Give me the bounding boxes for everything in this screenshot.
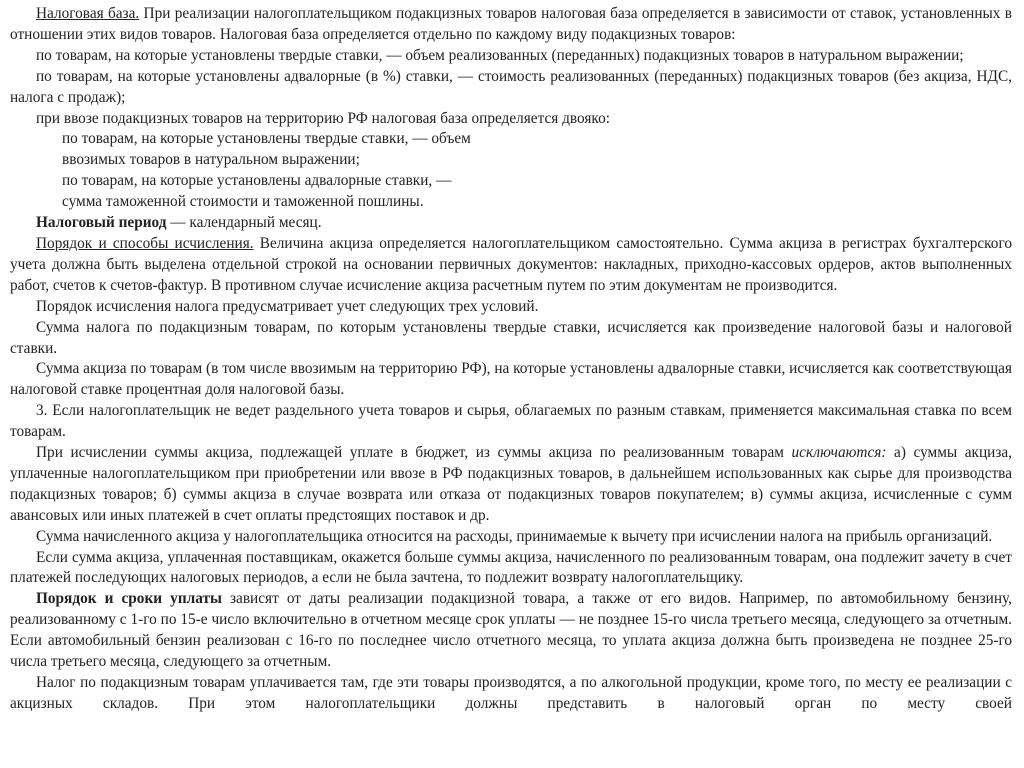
tax-period-text: — календарный месяц. [166, 214, 322, 232]
paragraph-import: при ввозе подакцизных товаров на территорию РФ налоговая база определяется двояко: [36, 109, 610, 127]
payment-terms-text: зависят от даты реализации подакцизной товара, а также от его видов. Например, по автомобильному бензину, реализованному с 1-го по 15-е число включительно в отчетном месяце срок уплаты — не позднее 15-го числа третьего месяца, следующего за отчетным. Если автомобильный бензин реализован с 16-го по последнее число отчетного месяца, то уплата акциза должна быть произведена не позднее 25-го числа третьего месяца, следующего за отчетным. [10, 590, 1012, 671]
paragraph-tax-base [10, 4, 1012, 46]
paragraph-expenses: Сумма начисленного акциза у налогоплательщика относится на расходы, принимаемые к вычету при исчислении налога на прибыль организаций. [36, 527, 993, 545]
deductions-text-pre: При исчислении суммы акциза, подлежащей уплате в бюджет, из суммы акциза по реализованным товарам [36, 444, 792, 462]
payment-terms-heading: Порядок и сроки уплаты [36, 590, 222, 608]
paragraph-three-conditions: Порядок исчисления налога предусматривает учет следующих трех условий. [36, 297, 539, 315]
import-fixed-line-1: по товарам, на которые установлены твердые ставки, — объем [62, 130, 471, 148]
paragraph-calculation-methods [10, 234, 1012, 297]
paragraph-payment-terms [10, 589, 1012, 673]
paragraph-ad-valorem-rates: по товарам, на которые установлены адвалорные (в %) ставки, — стоимость реализованных (переданных) подакцизных товаров (без акциза, НДС, налога с продаж); [10, 67, 1012, 106]
import-fixed-line-2: ввозимых товаров в натуральном выражении; [62, 151, 360, 169]
tax-base-text: При реализации налогоплательщиком подакцизных товаров налоговая база определяется в зависимости от ставок, установленных в отношении этих видов товаров. Налоговая база определяется отдельно по каждому виду подакцизных товаров: [10, 5, 1012, 43]
calculation-methods-heading: Порядок и способы исчисления. [36, 234, 254, 252]
tax-base-heading: Налоговая база. [36, 5, 140, 22]
calculation-methods-text: Величина акциза определяется налогоплательщиком самостоятельно. Сумма акциза в регистрах бухгалтерского учета должна быть выделена отдельной строкой на основании первичных документов: накладных, приходно-кассовых ордеров, актов выполненных работ, счетов к счетов-фактур. В противном случае исчисление акциза расчетным путем по этим документам не производится. [10, 234, 1012, 294]
paragraph-deductions [10, 443, 1012, 527]
paragraph-place-of-payment: Налог по подакцизным товарам уплачивается там, где эти товары производятся, а по алкогольной продукции, кроме того, по месту ее реализации с акцизных складов. При этом налогоплательщики должны представить в налоговый орган по месту своей [10, 674, 1012, 712]
paragraph-overpayment: Если сумма акциза, уплаченная поставщикам, окажется больше суммы акциза, начисленного по реализованным товарам, она подлежит зачету в счет платежей последующих налоговых периодов, а если не была зачтена, то подлежит возврату налогоплательщику. [10, 548, 1012, 587]
paragraph-advalorem-sum: Сумма акциза по товарам (в том числе ввозимым на территорию РФ), на которые установлены адвалорные ставки, исчисляется как соответствующая налоговой ставке процентная доля налоговой базы. [10, 360, 1012, 399]
import-advalorem-line-1: по товарам, на которые установлены адвалорные ставки, — [62, 172, 452, 190]
paragraph-fixed-rates: по товарам, на которые установлены твердые ставки, — объем реализованных (переданных) подакцизных товаров в натуральном выражении; [36, 46, 964, 64]
paragraph-max-rate: 3. Если налогоплательщик не ведет раздельного учета товаров и сырья, облагаемых по разным ставкам, применяется максимальная ставка по всем товарам. [10, 402, 1012, 441]
tax-period-heading: Налоговый период [36, 214, 167, 232]
import-advalorem-line-2: сумма таможенной стоимости и таможенной пошлины. [62, 193, 424, 211]
deductions-text-post: а) суммы акциза, уплаченные налогоплательщиком при приобретении или ввозе в РФ подакцизных товаров, в дальнейшем использованных как сырье для производства подакцизных товаров; б) суммы акциза в случае возврата или отказа от подакцизных товаров покупателем; в) суммы акциза, исчисленные с сумм авансовых или иных платежей в счет оплаты предстоящих поставок и др. [10, 444, 1013, 524]
paragraph-tax-period [10, 213, 1012, 234]
paragraph-fixed-rate-sum: Сумма налога по подакцизным товарам, по которым установлены твердые ставки, исчисляется как произведение налоговой базы и налоговой ставки. [10, 318, 1012, 357]
deductions-emphasis: исключаются: [791, 444, 887, 462]
